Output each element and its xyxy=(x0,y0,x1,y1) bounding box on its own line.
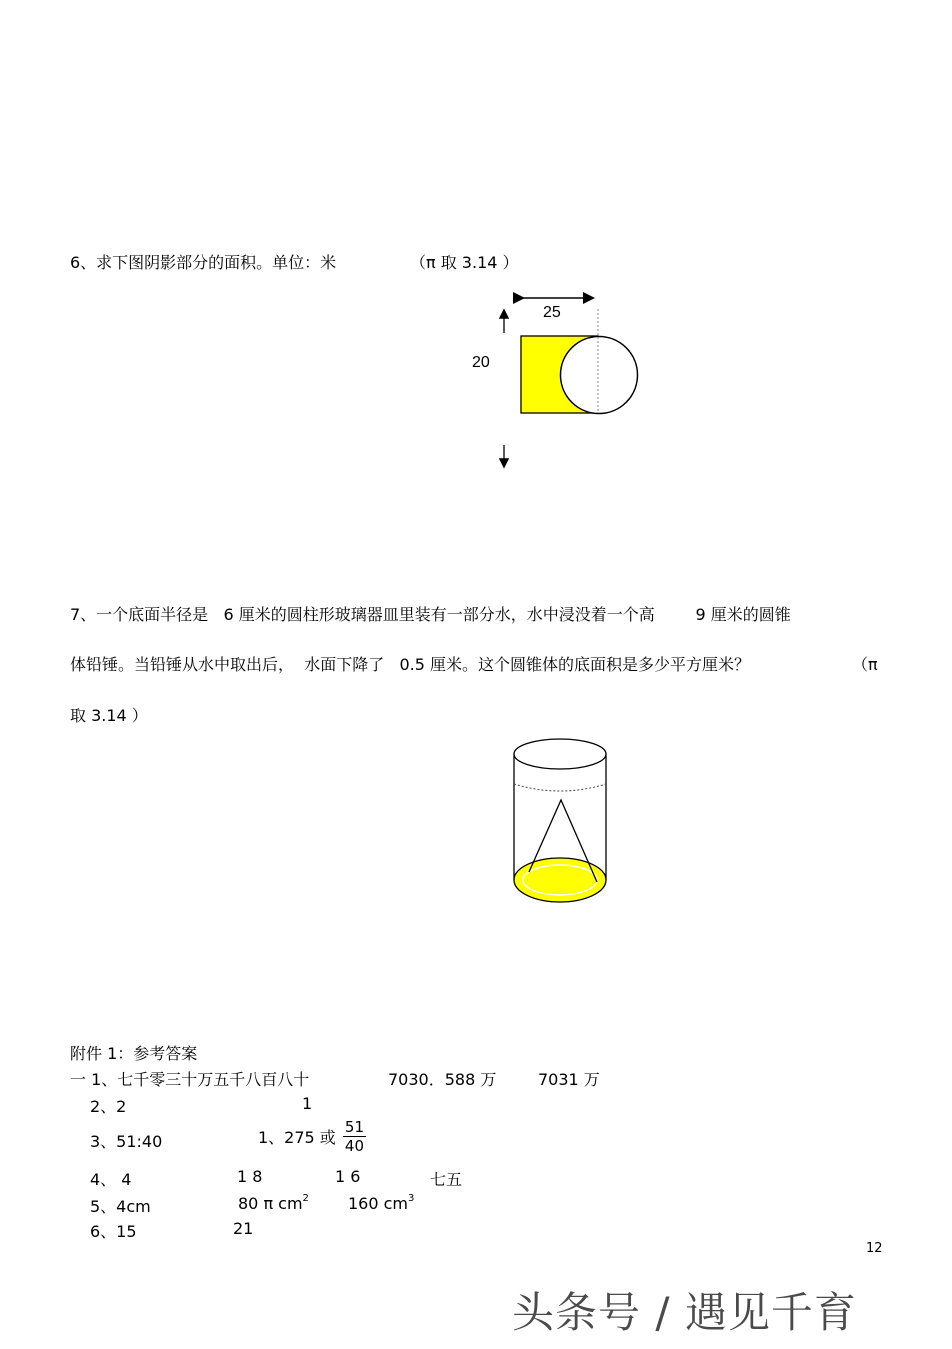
q6-pi-note: （π 取 3.14 ） xyxy=(410,253,519,272)
answer-row-4b: 1 8 xyxy=(237,1167,263,1186)
answer-row-3b: 1、275 或 $\frac{51}{40}$ xyxy=(258,1118,364,1155)
answer-row-4a: 4、 4 xyxy=(90,1170,132,1189)
answer-row-5a: 5、4cm xyxy=(90,1197,151,1216)
q6-width-label: 25 xyxy=(543,304,561,321)
answer-row-1b: 7030．588 万 xyxy=(388,1070,497,1089)
q6-figure xyxy=(460,285,660,475)
q6-text: 6、求下图阴影部分的面积。单位：米 xyxy=(70,253,337,272)
answer-row-2b: 1 xyxy=(302,1094,313,1113)
q7-cylinder-top xyxy=(514,739,606,769)
answer-row-4c: 1 6 xyxy=(335,1167,361,1186)
q7-line2: 体铅锤。当铅锤从水中取出后， 水面下降了 0.5 厘米。这个圆锥体的底面积是多少平方厘米？ xyxy=(70,655,751,674)
answer-row-1c: 7031 万 xyxy=(538,1070,600,1089)
answer-row-6a: 6、15 xyxy=(90,1222,137,1241)
q7-line3: 取 3.14 ） xyxy=(70,706,148,725)
answers-header: 附件 1：参考答案 xyxy=(70,1044,198,1063)
answer-row-2a: 2、2 xyxy=(90,1097,127,1116)
q6-circle xyxy=(561,337,638,414)
answer-row-4d: 七五 xyxy=(430,1170,463,1189)
q7-pi-open: （π xyxy=(852,655,878,674)
answer-row-3a: 3、51:40 xyxy=(90,1132,163,1151)
page-number: 12 xyxy=(866,1241,883,1256)
q7-figure xyxy=(505,730,615,910)
answer-row-5b: 80 π $cm^2$ xyxy=(238,1193,309,1213)
answer-fraction: $\frac{51}{40}$ xyxy=(344,1118,364,1155)
answer-row-5c: 160 $cm^3$ xyxy=(348,1193,415,1213)
answer-row-1a: 一 1、七千零三十万五千八百八十 xyxy=(70,1070,310,1089)
q7-water-line xyxy=(514,784,606,791)
watermark: 头条号 / 遇见千育 xyxy=(512,1288,857,1337)
q7-line1: 7、一个底面半径是 6 厘米的圆柱形玻璃器皿里装有一部分水，水中浸没着一个高 9 厘米的圆锥 xyxy=(70,605,791,624)
answer-row-6b: 21 xyxy=(233,1219,254,1238)
q6-height-label: 20 xyxy=(472,354,490,371)
